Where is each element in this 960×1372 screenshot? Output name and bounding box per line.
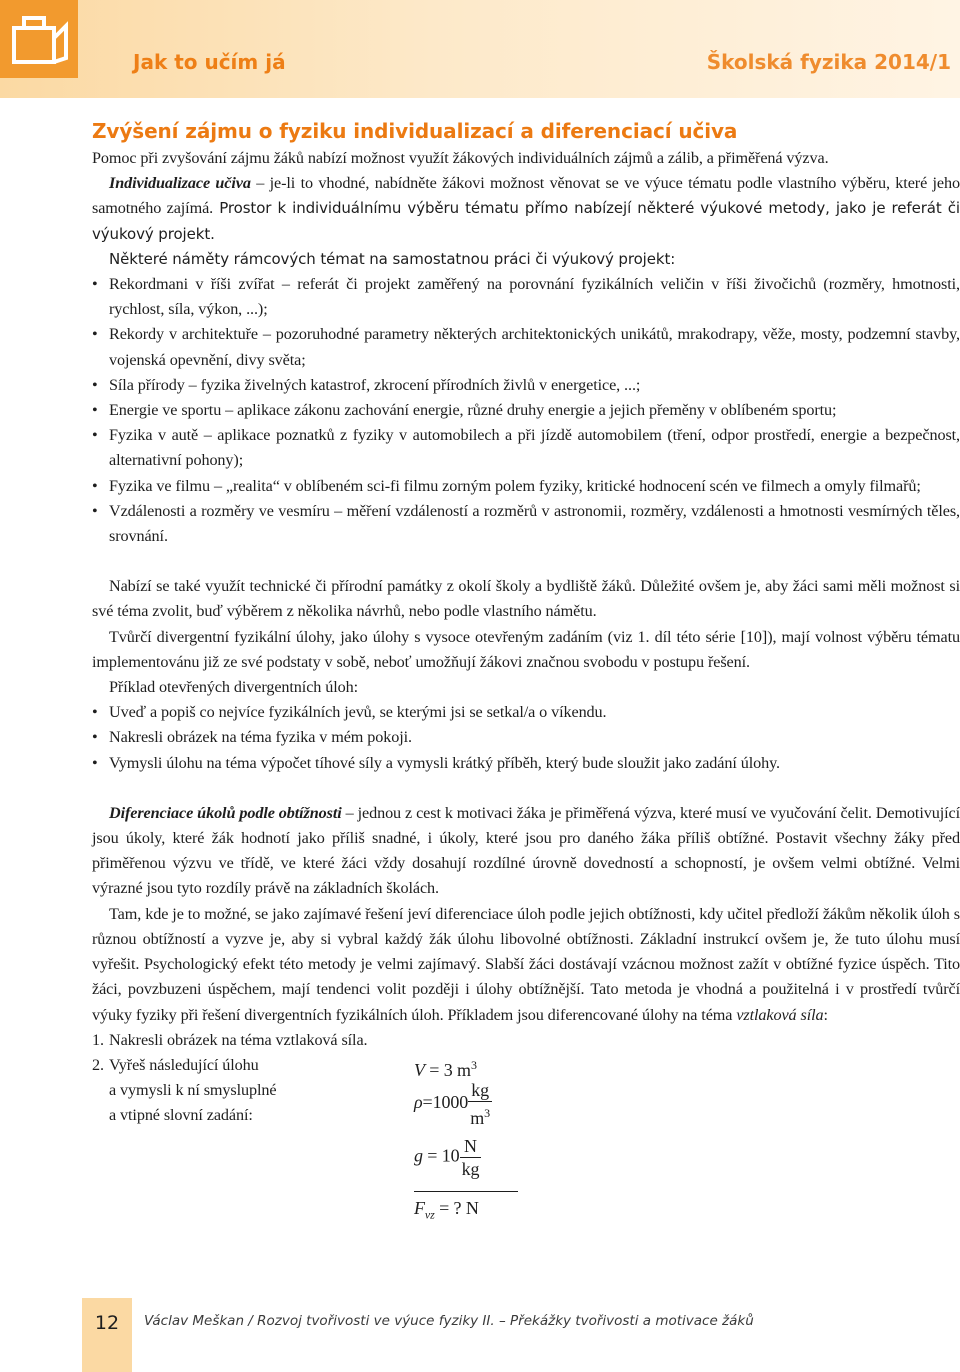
paragraph: Diferenciace úkolů podle obtížnosti – jednou z cest k motivaci žáka je přiměřená výzva, které musí ve vyučování čelit. Demotivující jsou úkoly, které žák hodnotí jako příliš snadné, i úkoly, které jsou pro daného žáka příliš obtížné. Postavit všechny žáky před přiměřenou výzvu ve třídě, ve které žáci vždy dosahují rozdílné úrovně dovedností a schopností, je ovšem velmi obtížné. Velmi výrazné jsou tyto rozdíly právě na základních školách. (92, 803, 960, 898)
task-list (92, 700, 960, 776)
paragraph: Některé náměty rámcových témat na samostatnou práci či výukový projekt: (109, 249, 676, 268)
divider-line (414, 1191, 518, 1192)
list-item: • Fyzika ve filmu – „realita“ v oblíbeném sci-fi filmu zorným polem fyziky, kritické hodnocení scén ve filmech a omyly filmařů; (92, 474, 960, 499)
spacer (92, 776, 960, 801)
list-item: • Vymysli úlohu na téma výpočet tíhové síly a vymysli krátký příběh, který bude sloužit jako zadání úlohy. (92, 751, 960, 776)
formula-block (414, 1053, 524, 1228)
list-item: • Nakresli obrázek na téma fyzika v mém pokoji. (92, 725, 960, 750)
list-item: 1. Nakresli obrázek na téma vztlaková síla. (92, 1030, 368, 1049)
article-heading: Zvýšení zájmu o fyziku individualizací a diferenciací učiva (92, 119, 738, 143)
list-item: • Vzdálenosti a rozměry ve vesmíru – měření vzdáleností a rozměrů v astronomii, rozměry, vzdálenosti a hmotnosti vesmírných těles, srovnání. (92, 499, 960, 549)
footer-tab (82, 1298, 132, 1372)
list-item: • Rekordmani v říši zvířat – referát či projekt zaměřený na porovnání fyzikálních veličin v říši živočichů (rozměry, hmotnosti, rychlost, síla, výkon, ...); (92, 272, 960, 322)
paragraph: Tvůrčí divergentní fyzikální úlohy, jako úlohy s vysoce otevřeným zadáním (viz 1. díl této série [10]), mají volnost výběru tématu implementovánu již ze své podstaty v sobě, neboť umožňují žákovi značnou svobodu v postupu řešení. (92, 627, 960, 671)
paragraph: Příklad otevřených divergentních úloh: (109, 678, 358, 697)
list-item: • Síla přírody – fyzika živelných katastrof, zkrocení přírodních živlů v energetice, ...; (92, 373, 960, 398)
formula-force: $F_{vz}$ = ? N (414, 1197, 479, 1222)
formula-volume: V = 3 $m^3$ (414, 1057, 477, 1080)
header-band (0, 0, 960, 98)
topic-list (92, 272, 960, 549)
paragraph: Nabízí se také využít technické či přírodní památky z okolí školy a bydliště žáků. Důležité ovšem je, aby žáci sami měli možnost si své téma zvolit, buď výběrem z několika návrhů, nebo podle vlastního námětu. (92, 577, 960, 621)
spacer (92, 549, 960, 574)
term: Individualizace učiva (109, 174, 251, 193)
formula-density: ρ=1000 $\frac{kg}{m^3}$ (414, 1079, 491, 1128)
list-item: • Fyzika v autě – aplikace poznatků z fyziky v automobilech a při jízdě automobilem (tření, odpor prostředí, energie a bezpečnost, alternativní pohony); (92, 423, 960, 473)
task-line: a vymysli k ní smysluplné (109, 1081, 277, 1100)
briefcase-icon (8, 6, 70, 68)
task-with-formula (92, 1053, 960, 1233)
paragraph: Tam, kde je to možné, se jako zajímavé řešení jeví diferenciace úloh podle jejich obtížnosti, kdy učitel předloží žákům několik úloh s různou obtížností a vyzve je, aby si vybral každý žák úlohu libovolné obtížnosti. Základní instrukcí ovšem je, že tuto úlohu musí vyřešit. Psychologický efekt této metody je velmi zajímavý. Slabší žáci dostávají vzácnou možnost zažít v obtížné fyzice úspěch. Tito žáci, povzbuzeni úspěchem, mají tendenci volit později i úlohy obtížnější. Tato metoda je vhodná a použitelná i v prostředí tvůrčí výuky fyziky při řešení divergentních fyzikálních úloh. Příkladem jsou diferencované úlohy na téma vztlaková síla: (92, 904, 960, 1024)
term: Diferenciace úkolů podle obtížnosti (109, 803, 342, 822)
list-item: 2. Vyřeš následující úlohu (92, 1055, 259, 1074)
article-body (92, 118, 960, 1233)
task-line: a vtipné slovní zadání: (109, 1106, 253, 1125)
formula-gravity: g = 10 $\frac{N}{kg}$ (414, 1135, 480, 1179)
footer-citation: Václav Meškan / Rozvoj tvořivosti ve výuce fyziky II. – Překážky tvořivosti a motivace žáků (144, 1313, 754, 1329)
section-title: Jak to učím já (133, 50, 286, 74)
journal-title: Školská fyzika 2014/1 (706, 50, 951, 74)
header-corner (0, 0, 78, 78)
page-number: 12 (94, 1312, 120, 1334)
list-item: • Rekordy v architektuře – pozoruhodné parametry některých architektonických unikátů, mrakodrapy, věže, mosty, podzemní stavby, vojenská opevnění, divy světa; (92, 322, 960, 372)
paragraph: Pomoc při zvyšování zájmu žáků nabízí možnost využít žákových individuálních zájmů a zálib, a přiměřená výzva. (92, 149, 829, 167)
list-item: • Energie ve sportu – aplikace zákonu zachování energie, různé druhy energie a jejich přeměny v oblíbeném sportu; (92, 398, 960, 423)
paragraph: Individualizace učiva – je-li to vhodné, nabídněte žákovi možnost věnovat se ve výuce tématu podle vlastního výběru, které jeho samotného zajímá. Prostor k individuálnímu výběru tématu přímo nabízejí některé výukové metody, jako je referát či výukový projekt. (92, 174, 960, 243)
list-item: • Uveď a popiš co nejvíce fyzikálních jevů, se kterými jsi se setkal/a o víkendu. (92, 700, 960, 725)
numbered-list (92, 1028, 960, 1053)
